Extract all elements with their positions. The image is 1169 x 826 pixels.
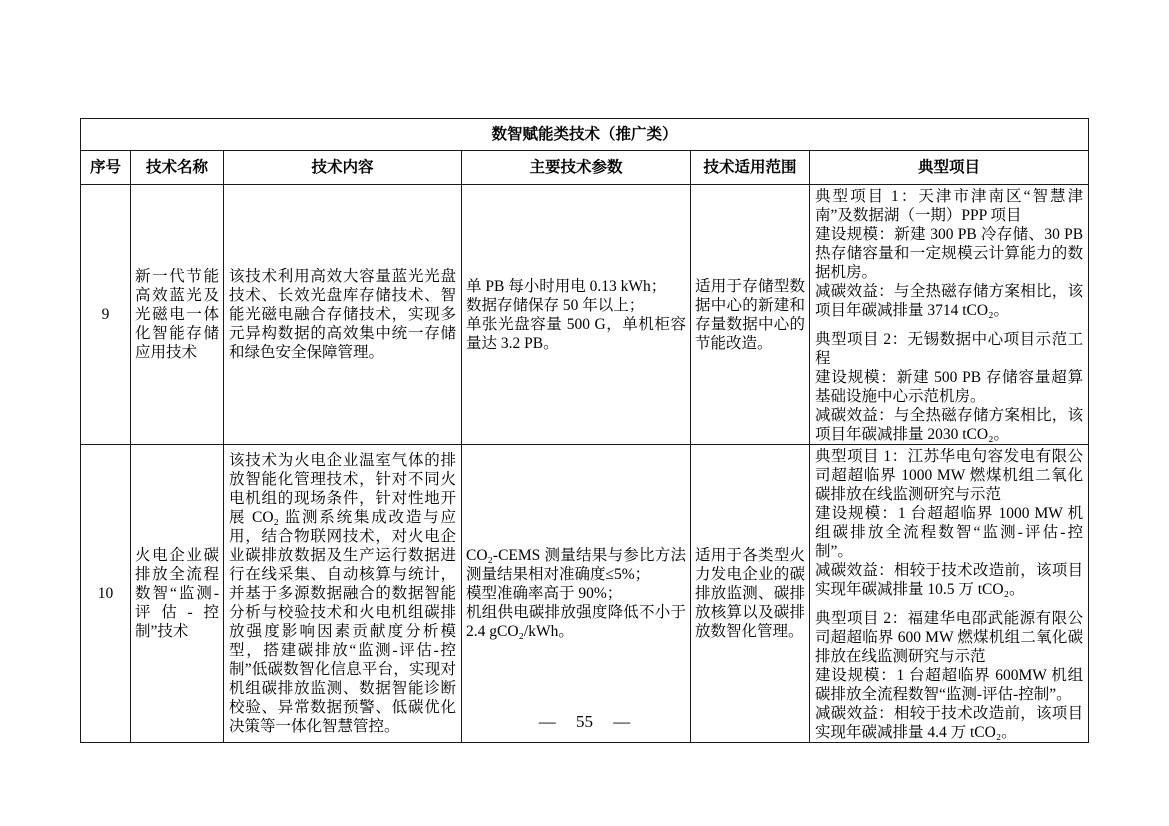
project-benefit: 减碳效益：与全热磁存储方案相比，该项目年碳减排量 3714 tCO₂。 bbox=[815, 283, 1084, 319]
project-scale: 建设规模：1 台超超临界 600MW 机组碳排放全流程数智“监测-评估-控制”。 bbox=[815, 667, 1084, 703]
project-scale: 建设规模：新建 300 PB 冷存储、30 PB 热存储容量和一定规模云计算能力的数据机房。 bbox=[815, 226, 1084, 281]
project-scale: 建设规模：新建 500 PB 存储容量超算基础设施中心示范机房。 bbox=[815, 369, 1084, 405]
table-row bbox=[81, 445, 1089, 743]
project-title: 典型项目 2：福建华电邵武能源有限公司超超临界 600 MW 燃煤机组二氧化碳排放在线监测研究与示范 bbox=[815, 610, 1084, 665]
project-block bbox=[815, 447, 1083, 599]
row9-serial-number: 9 bbox=[81, 185, 131, 445]
row9-tech-name: 新一代节能高效蓝光及光磁电一体化智能存储应用技术 bbox=[131, 185, 224, 445]
header-applicable-scope: 技术适用范围 bbox=[691, 151, 810, 185]
project-benefit: 减碳效益：与全热磁存储方案相比，该项目年碳减排量 2030 tCO₂。 bbox=[815, 407, 1084, 443]
table-title: 数智赋能类技术（推广类） bbox=[81, 119, 1089, 151]
header-tech-content: 技术内容 bbox=[224, 151, 462, 185]
row9-tech-parameters bbox=[462, 185, 691, 445]
row9-tech-content: 该技术利用高效大容量蓝光光盘技术、长效光盘库存储技术、智能光磁电融合存储技术，实现多元异构数据的高效集中统一存储和绿色安全保障管理。 bbox=[224, 185, 462, 445]
header-tech-parameters: 主要技术参数 bbox=[462, 151, 691, 185]
row10-serial-number: 10 bbox=[81, 445, 131, 743]
header-serial-number: 序号 bbox=[81, 151, 131, 185]
parameter-line: CO₂-CEMS 测量结果与参比方法测量结果相对准确度≤5%； bbox=[466, 547, 686, 583]
table-header-row bbox=[81, 151, 1089, 185]
row10-tech-content: 该技术为火电企业温室气体的排放智能化管理技术，针对不同火电机组的现场条件，针对性地开展 CO₂ 监测系统集成改造与应用，结合物联网技术，对火电企业碳排放数据及生产运行数据进行在线采集、自动核算与统计，并基于多源数据融合的数据智能分析与校验技术和火电机组碳排放强度影响因素贡献度分析模型，搭建碳排放“监测-评估-控制”低碳数智化信息平台，实现对机组碳排放监测、数据智能诊断校验、异常数据预警、低碳优化决策等一体化智慧管控。 bbox=[224, 445, 462, 743]
row10-tech-parameters bbox=[462, 445, 691, 743]
row9-typical-projects bbox=[810, 185, 1089, 445]
table-title-row bbox=[81, 119, 1089, 151]
project-title: 典型项目 1：江苏华电句容发电有限公司超超临界 1000 MW 燃煤机组二氧化碳排放在线监测研究与示范 bbox=[815, 448, 1084, 503]
parameter-line: 单张光盘容量 500 G，单机柜容量达 3.2 PB。 bbox=[466, 315, 686, 352]
header-typical-projects: 典型项目 bbox=[810, 151, 1089, 185]
project-benefit: 减碳效益：相较于技术改造前，该项目实现年碳减排量 10.5 万 tCO₂。 bbox=[815, 562, 1084, 598]
parameter-line: 数据存储保存 50 年以上； bbox=[466, 296, 645, 314]
project-block bbox=[815, 187, 1083, 320]
project-title: 典型项目 2：无锡数据中心项目示范工程 bbox=[815, 331, 1084, 367]
header-tech-name: 技术名称 bbox=[131, 151, 224, 185]
row10-typical-projects bbox=[810, 445, 1089, 743]
project-scale: 建设规模：1 台超超临界 1000 MW 机组碳排放全流程数智“监测-评估-控制”。 bbox=[815, 505, 1084, 560]
technology-table bbox=[80, 118, 1089, 743]
parameter-line: 单 PB 每小时用电 0.13 kWh； bbox=[466, 277, 667, 295]
project-benefit: 减碳效益：相较于技术改造前，该项目实现年碳减排量 4.4 万 tCO₂。 bbox=[815, 705, 1084, 741]
parameter-line: 机组供电碳排放强度降低不小于 2.4 gCO₂/kWh。 bbox=[466, 604, 686, 640]
page-number: — 55 — bbox=[538, 712, 631, 731]
project-block bbox=[815, 330, 1083, 444]
project-title: 典型项目 1：天津市津南区“智慧津南”及数据湖（一期）PPP 项目 bbox=[815, 188, 1084, 224]
row10-tech-name: 火电企业碳排放全流程数智“监测-评估-控制”技术 bbox=[131, 445, 224, 743]
parameter-line: 模型准确率高于 90%； bbox=[466, 585, 623, 602]
row10-applicable-scope: 适用于各类型火力发电企业的碳排放监测、碳排放核算以及碳排放数智化管理。 bbox=[691, 445, 810, 743]
row9-applicable-scope: 适用于存储型数据中心的新建和存量数据中心的节能改造。 bbox=[691, 185, 810, 445]
table-row bbox=[81, 185, 1089, 445]
